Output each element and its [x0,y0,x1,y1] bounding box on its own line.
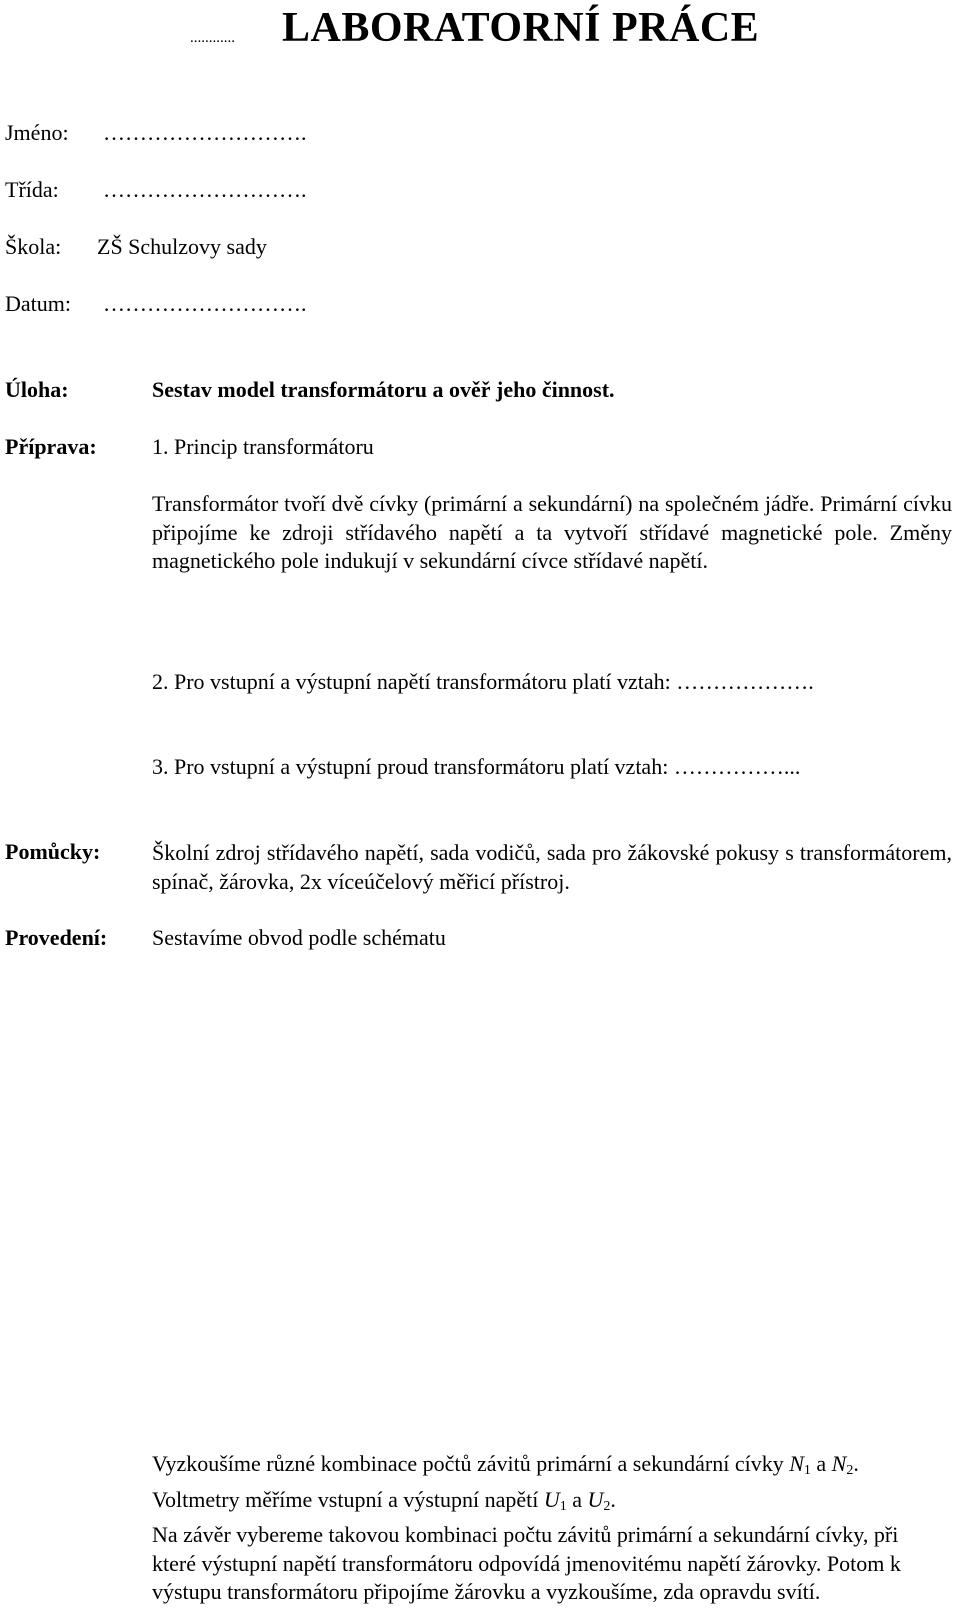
prep-item-2: 2. Pro vstupní a výstupní napětí transformátoru platí vztah: ………………. [152,669,814,694]
prep-item-3: 3. Pro vstupní a výstupní proud transformátoru platí vztah: ……………... [152,754,801,779]
name-field: ………………………. [103,120,307,145]
title-dots: ............ [190,30,235,46]
procedure-label: Provedení: [5,925,108,950]
task-label: Úloha: [5,377,69,402]
page-title: LABORATORNÍ PRÁCE [282,5,760,51]
procedure-step-1: Vyzkoušíme různé kombinace počtů závitů primární a sekundární cívky $N_1$ a $N_2$. [152,1451,859,1478]
prep-label: Příprava: [5,434,97,459]
procedure-steps [152,1450,952,1607]
school-value: ZŠ Schulzovy sady [97,234,267,259]
prep-item-1-text: Transformátor tvoří dvě cívky (primární a sekundární) na společném jádře. Primární cívku připojíme ke zdroji střídavého napětí a ta vytvoří střídavé magnetické pole. Změny magnetického pole indukují v sekundární cívce střídavé napětí. [152,491,952,573]
procedure-step-2: Voltmetry měříme vstupní a výstupní napětí $U_1$ a $U_2$. [152,1486,616,1514]
task-text: Sestav model transformátoru a ověř jeho činnost. [152,377,615,402]
procedure-step-3: Na závěr vybereme takovou kombinaci počtu závitů primární a sekundární cívky, při které výstupní napětí transformátoru odpovídá jmenovitému napětí žárovky. Potom k výstupu transformátoru připojíme žárovku a vyzkoušíme, zda opravdu svítí. [152,1522,901,1604]
date-label: Datum: [5,291,71,316]
class-label: Třída: [5,177,59,202]
tools-label: Pomůcky: [5,839,101,864]
name-label: Jméno: [5,120,69,145]
prep-item-1-title: 1. Princip transformátoru [152,434,374,459]
procedure-intro: Sestavíme obvod podle schématu [152,925,446,950]
date-field: ………………………. [103,291,307,316]
school-label: Škola: [5,234,62,259]
tools-text: Školní zdroj střídavého napětí, sada vodičů, sada pro žákovské pokusy s transformátorem, spínač, žárovka, 2x víceúčelový měřicí přístroj. [152,840,952,894]
class-field: ………………………. [103,177,307,202]
